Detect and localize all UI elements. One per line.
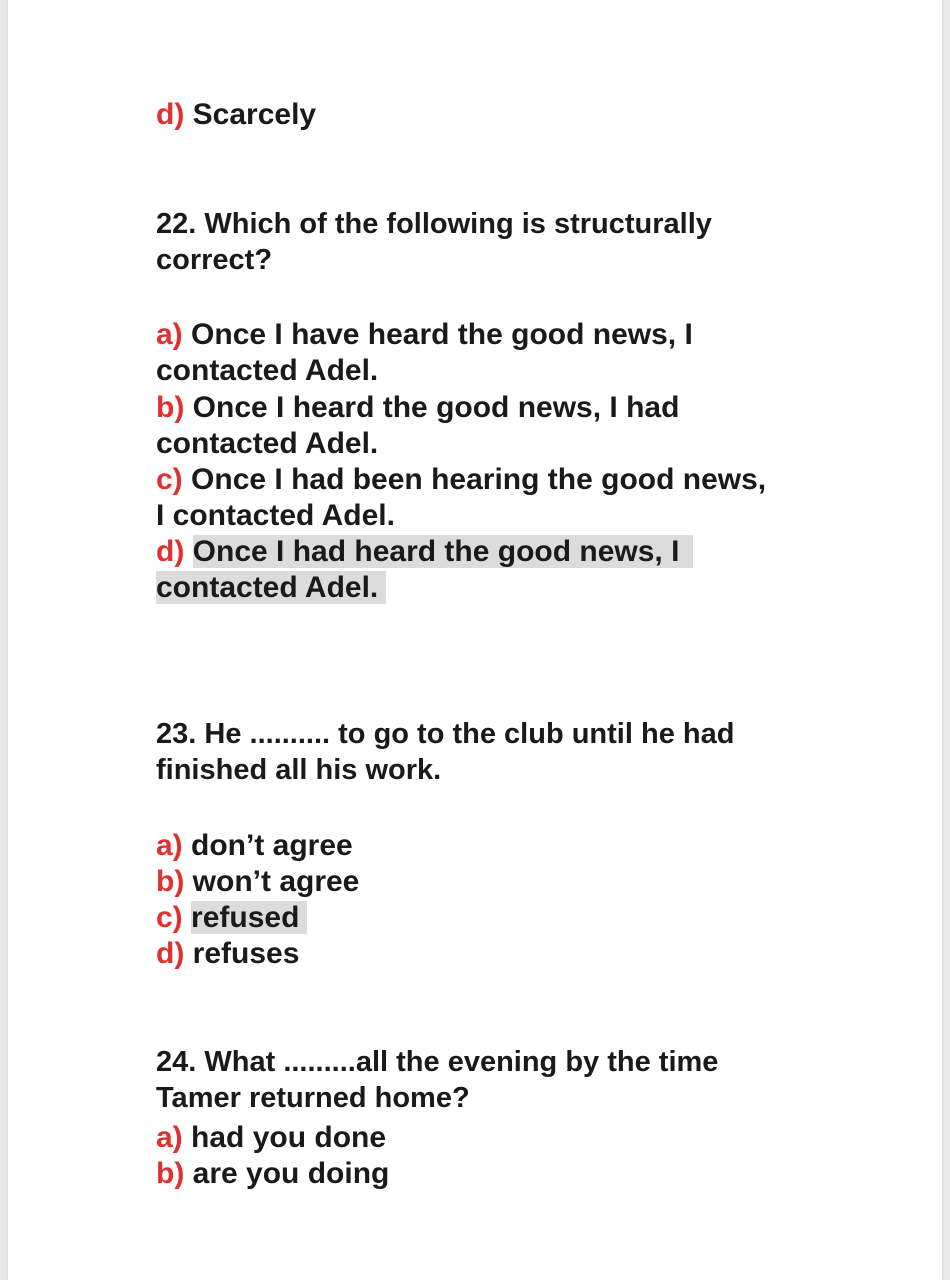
q23-option-d[interactable] — [156, 936, 359, 972]
question-text-line2: Tamer returned home? — [156, 1082, 470, 1114]
q24-question — [156, 1044, 718, 1116]
question-text-line1: He .......... to go to the club until he had — [204, 718, 735, 750]
option-marker: a) — [156, 829, 183, 862]
option-marker: a) — [156, 318, 183, 351]
option-text-line2: contacted Adel. — [156, 427, 379, 460]
option-marker: d) — [156, 535, 185, 568]
option-marker: b) — [156, 1157, 185, 1190]
q21-option-d[interactable] — [156, 97, 316, 133]
option-text-line1: Once I have heard the good news, I — [191, 318, 693, 351]
q23-question — [156, 716, 734, 788]
question-number: 22. — [156, 208, 197, 240]
q23-option-c[interactable] — [156, 900, 359, 936]
option-text-line1-highlighted: Once I had heard the good news, I — [193, 535, 694, 568]
q22-option-d[interactable] — [156, 534, 693, 606]
option-text-line1: Once I had been hearing the good news, — [191, 463, 767, 496]
option-text-line1: Once I heard the good news, I had — [192, 391, 680, 424]
option-marker: d) — [156, 98, 185, 131]
question-text-line2: finished all his work. — [156, 754, 442, 786]
option-marker: b) — [156, 865, 185, 898]
q23-option-b[interactable] — [156, 864, 359, 900]
option-text: Scarcely — [192, 98, 317, 131]
option-marker: a) — [156, 1121, 183, 1154]
option-marker: c) — [156, 901, 183, 934]
q23-option-a[interactable] — [156, 828, 359, 864]
q22-option-c[interactable] — [156, 462, 766, 534]
question-text-line1: Which of the following is structurally — [204, 208, 712, 240]
option-text: don’t agree — [191, 829, 353, 862]
q22-question — [156, 206, 712, 278]
option-text: refuses — [192, 937, 300, 970]
option-text-highlighted: refused — [191, 901, 307, 934]
option-text-line2: I contacted Adel. — [156, 499, 395, 532]
option-marker: d) — [156, 937, 185, 970]
option-text: won’t agree — [192, 865, 360, 898]
option-text: had you done — [191, 1121, 387, 1154]
q22-option-a[interactable] — [156, 317, 693, 389]
q24-option-a[interactable] — [156, 1120, 389, 1156]
q24-option-b[interactable] — [156, 1156, 389, 1192]
option-text-line2-highlighted: contacted Adel. — [156, 571, 386, 604]
option-text: are you doing — [192, 1157, 390, 1190]
q24-options — [156, 1120, 389, 1192]
question-number: 24. — [156, 1046, 197, 1078]
q22-option-b[interactable] — [156, 390, 679, 462]
option-marker: c) — [156, 463, 183, 496]
document-page — [8, 0, 942, 1280]
question-text-line1: What .........all the evening by the time — [204, 1046, 719, 1078]
option-text-line2: contacted Adel. — [156, 354, 379, 387]
option-marker: b) — [156, 391, 185, 424]
question-number: 23. — [156, 718, 197, 750]
question-text-line2: correct? — [156, 244, 273, 276]
q23-options — [156, 828, 359, 972]
